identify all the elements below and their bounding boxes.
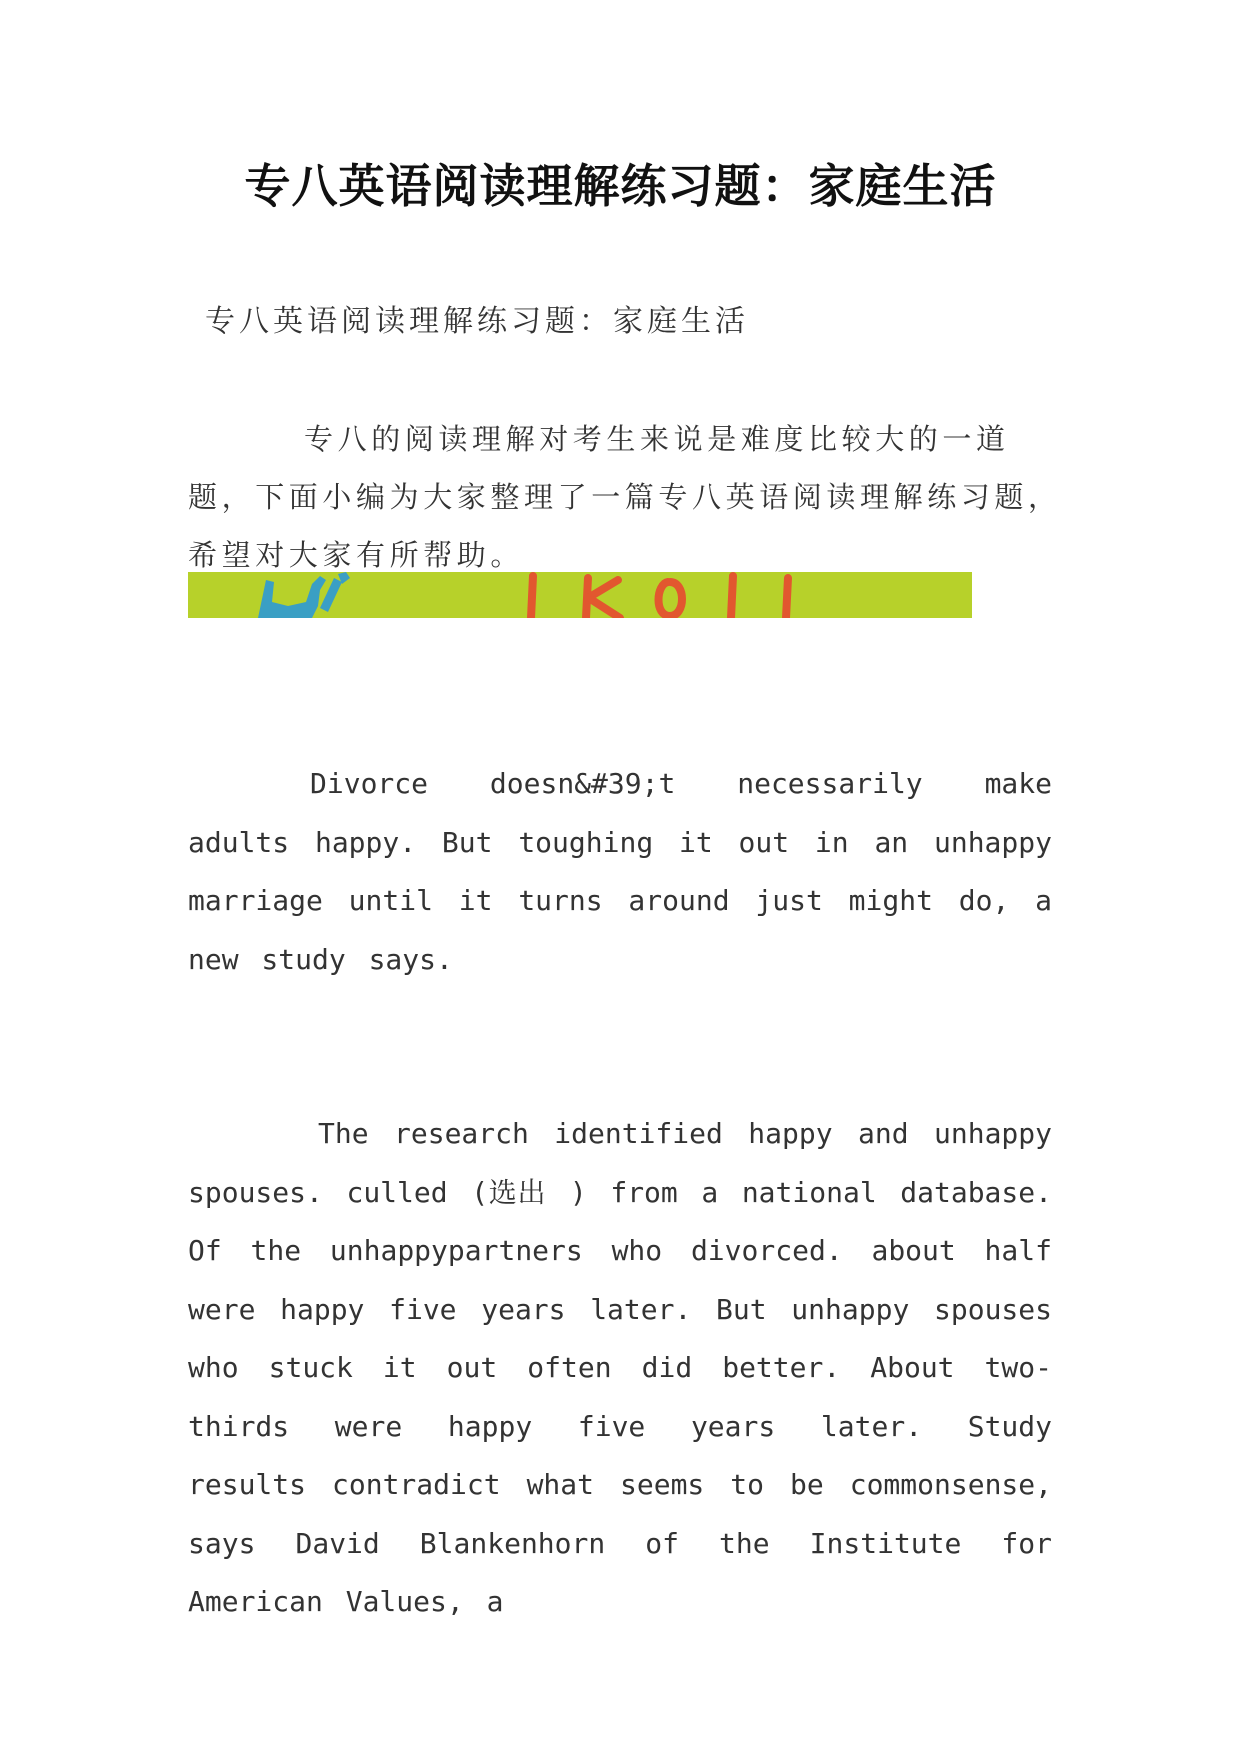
paragraph-2: The research identified happy and unhappy spouses. culled (选出 ) from a national database. Of the unhappypartners who divorced. about half were happy five years later. But unhappy spouses who stuck it out often did better. About two-thirds were happy five years later. Study results contradict what seems to be commonsense, says David Blankenhorn of the Institute for American Values, a (188, 1117, 1052, 1618)
banner-image (188, 572, 972, 618)
intro-paragraph: 专八的阅读理解对考生来说是难度比较大的一道题，下面小编为大家整理了一篇专八英语阅读理解练习题，希望对大家有所帮助。 (188, 422, 1062, 572)
document-title: 专八英语阅读理解练习题：家庭生活 (244, 159, 997, 213)
paragraph-1: Divorce doesn&#39;t necessarily make adults happy. But toughing it out in an unhappy marriage until it turns around just might do, a new study says. (188, 767, 1052, 976)
document-subtitle: 专八英语阅读理解练习题：家庭生活 (205, 304, 749, 339)
